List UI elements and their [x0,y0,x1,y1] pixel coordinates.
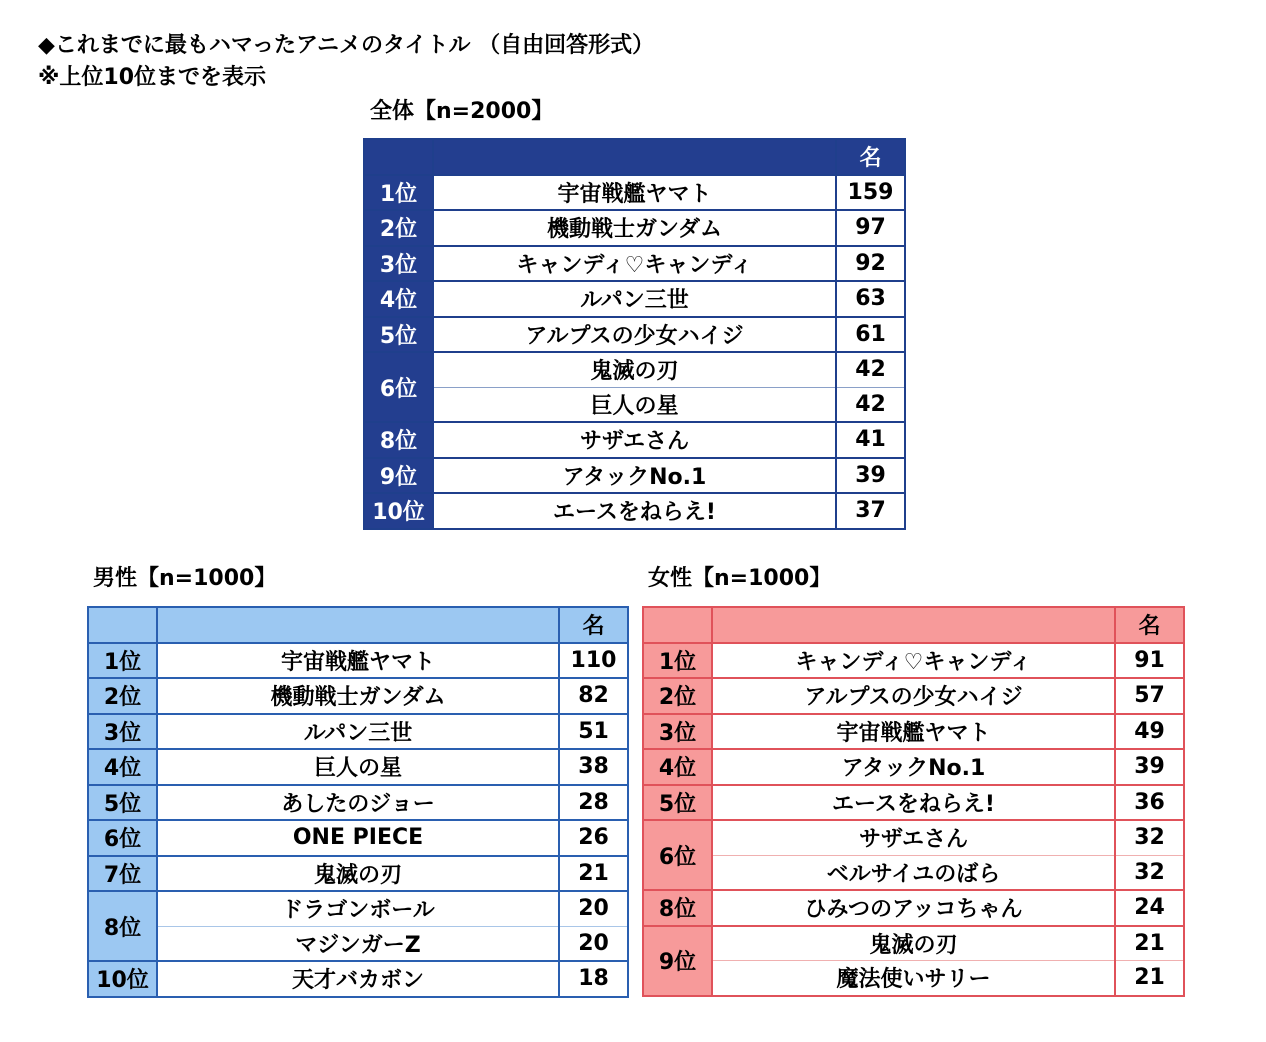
rank-header-cell [643,607,712,643]
table-row [88,891,628,926]
title-cell: 巨人の星 [433,387,836,422]
page-note: ※上位10位までを表示 [38,65,267,90]
count-cell: 92 [836,246,905,282]
table-row [364,352,905,387]
title-cell: アルプスの少女ハイジ [712,678,1115,714]
title-cell: 鬼滅の刃 [712,926,1115,961]
rank-header-cell [364,139,433,175]
table-row [643,714,1184,750]
table-row [88,678,628,714]
title-cell: アタックNo.1 [712,749,1115,785]
rank-cell: 4位 [643,749,712,785]
count-cell: 57 [1115,678,1184,714]
table-row [364,175,905,211]
rank-cell: 1位 [88,643,157,679]
title-cell: 巨人の星 [157,749,559,785]
title-cell: 機動戦士ガンダム [157,678,559,714]
count-cell: 39 [836,458,905,494]
rank-cell: 5位 [364,317,433,353]
title-cell: キャンディ♡キャンディ [433,246,836,282]
count-cell: 39 [1115,749,1184,785]
table-row [88,643,628,679]
rank-cell: 5位 [643,785,712,821]
overall-ranking-table [363,138,906,530]
rank-cell: 8位 [364,422,433,458]
count-cell: 26 [559,820,628,856]
title-cell: ひみつのアッコちゃん [712,890,1115,926]
rank-cell: 2位 [643,678,712,714]
rank-cell: 6位 [88,820,157,856]
count-cell: 18 [559,961,628,997]
count-cell: 37 [836,493,905,529]
title-header-cell [157,607,559,643]
title-cell: 宇宙戦艦ヤマト [433,175,836,211]
title-cell: ベルサイユのばら [712,855,1115,890]
table-row [643,643,1184,679]
count-cell: 91 [1115,643,1184,679]
table-header-row [88,607,628,643]
table-row [364,210,905,246]
count-cell: 82 [559,678,628,714]
count-cell: 21 [1115,961,1184,996]
rank-cell: 1位 [643,643,712,679]
table-row [643,678,1184,714]
rank-cell: 10位 [364,493,433,529]
title-cell: アタックNo.1 [433,458,836,494]
title-cell: エースをねらえ! [433,493,836,529]
count-cell: 97 [836,210,905,246]
count-cell: 42 [836,352,905,387]
title-header-cell [712,607,1115,643]
count-cell: 49 [1115,714,1184,750]
rank-cell: 10位 [88,961,157,997]
table-row [364,246,905,282]
table-row [643,749,1184,785]
title-cell: あしたのジョー [157,785,559,821]
title-cell: 魔法使いサリー [712,961,1115,996]
count-cell: 32 [1115,855,1184,890]
rank-cell: 4位 [364,281,433,317]
table-row [88,749,628,785]
title-cell: 鬼滅の刃 [433,352,836,387]
count-cell: 20 [559,891,628,926]
table-row [364,458,905,494]
rank-cell: 8位 [643,890,712,926]
rank-cell: 7位 [88,856,157,892]
table-row [364,422,905,458]
title-cell: 天才バカボン [157,961,559,997]
table-row [643,890,1184,926]
table-row [88,820,628,856]
count-cell: 36 [1115,785,1184,821]
title-cell: マジンガーZ [157,926,559,961]
count-cell: 61 [836,317,905,353]
table-row [364,281,905,317]
table-row [88,926,628,961]
count-cell: 159 [836,175,905,211]
table-row [643,961,1184,996]
table-row [364,317,905,353]
female-caption: 女性【n=1000】 [648,566,832,591]
rank-cell: 4位 [88,749,157,785]
rank-cell: 5位 [88,785,157,821]
table-row [643,855,1184,890]
count-cell: 28 [559,785,628,821]
male-ranking-table [87,606,629,998]
rank-cell: 6位 [643,820,712,890]
title-cell: 鬼滅の刃 [157,856,559,892]
title-cell: 機動戦士ガンダム [433,210,836,246]
rank-cell: 9位 [364,458,433,494]
table-row [88,961,628,997]
rank-cell: 3位 [88,714,157,750]
count-cell: 51 [559,714,628,750]
count-cell: 21 [1115,926,1184,961]
title-cell: アルプスの少女ハイジ [433,317,836,353]
title-cell: エースをねらえ! [712,785,1115,821]
table-row [643,926,1184,961]
rank-cell: 2位 [88,678,157,714]
rank-cell: 6位 [364,352,433,422]
title-cell: ルパン三世 [157,714,559,750]
female-ranking-table [642,606,1185,997]
table-row [364,387,905,422]
count-cell: 110 [559,643,628,679]
title-cell: 宇宙戦艦ヤマト [157,643,559,679]
count-cell: 21 [559,856,628,892]
overall-caption: 全体【n=2000】 [370,99,554,124]
title-cell: ルパン三世 [433,281,836,317]
table-row [88,714,628,750]
count-header-cell: 名 [836,139,905,175]
table-row [88,785,628,821]
count-cell: 20 [559,926,628,961]
count-header-cell: 名 [559,607,628,643]
count-cell: 41 [836,422,905,458]
count-cell: 63 [836,281,905,317]
rank-cell: 9位 [643,926,712,996]
title-cell: 宇宙戦艦ヤマト [712,714,1115,750]
rank-cell: 8位 [88,891,157,961]
rank-cell: 1位 [364,175,433,211]
count-cell: 24 [1115,890,1184,926]
rank-cell: 3位 [364,246,433,282]
rank-header-cell [88,607,157,643]
title-cell: ドラゴンボール [157,891,559,926]
rank-cell: 3位 [643,714,712,750]
title-cell: ONE PIECE [157,820,559,856]
table-row [643,820,1184,855]
count-cell: 38 [559,749,628,785]
table-row [88,856,628,892]
table-row [643,785,1184,821]
title-cell: サザエさん [712,820,1115,855]
male-caption: 男性【n=1000】 [93,566,277,591]
title-header-cell [433,139,836,175]
count-cell: 42 [836,387,905,422]
table-header-row [643,607,1184,643]
title-cell: サザエさん [433,422,836,458]
rank-cell: 2位 [364,210,433,246]
count-header-cell: 名 [1115,607,1184,643]
title-cell: キャンディ♡キャンディ [712,643,1115,679]
count-cell: 32 [1115,820,1184,855]
page-title: ◆これまでに最もハマったアニメのタイトル （自由回答形式） [38,33,655,58]
table-header-row [364,139,905,175]
table-row [364,493,905,529]
